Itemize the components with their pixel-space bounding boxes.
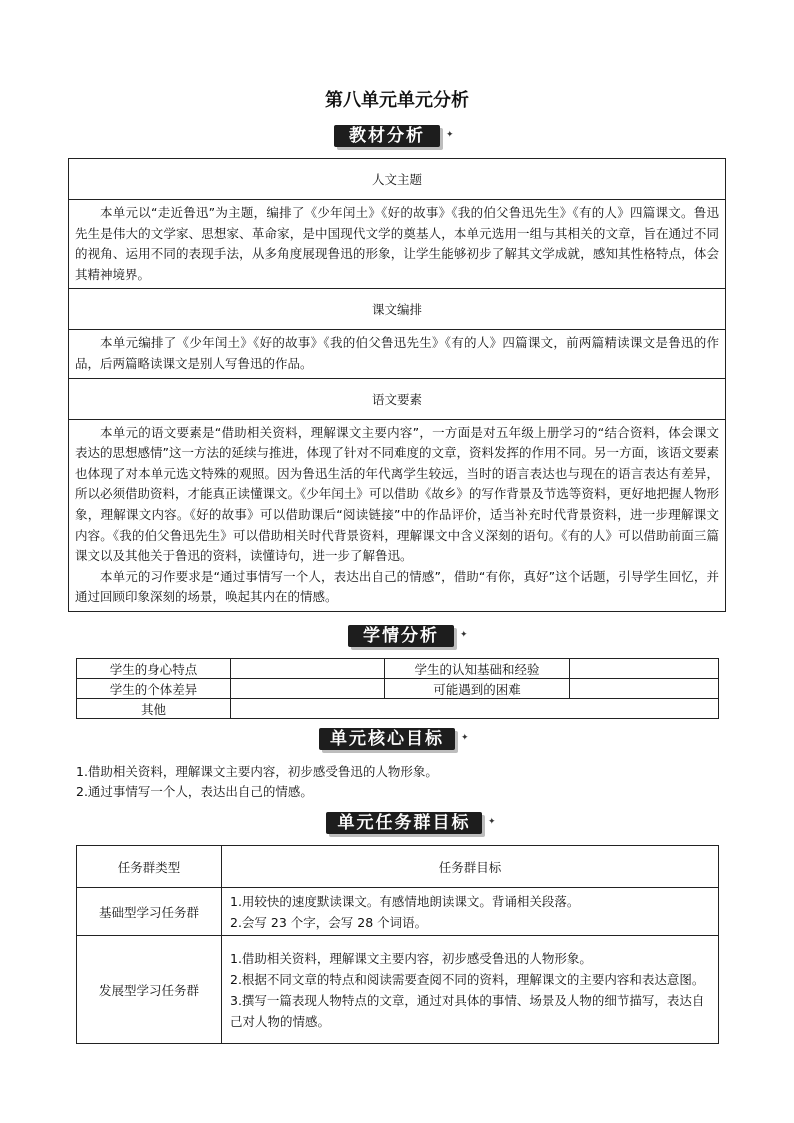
- task-goal-item: 2.会写 23 个字，会写 28 个词语。: [230, 914, 428, 930]
- task-goal-item: 1.用较快的速度默读课文。有感情地朗读课文。背诵相关段落。: [230, 893, 580, 909]
- task-dev-goals: [222, 936, 719, 1044]
- sparkle-icon: ✦: [446, 130, 454, 140]
- student-physical-label: 学生的身心特点: [77, 659, 231, 679]
- student-other-label: 其他: [77, 699, 231, 719]
- student-cognitive-label: 学生的认知基础和经验: [385, 659, 570, 679]
- sparkle-icon: ✦: [460, 630, 468, 640]
- section-title-student: 学情分析: [348, 625, 454, 647]
- sparkle-icon: ✦: [461, 733, 469, 743]
- task-goal-item: 1.借助相关资料，理解课文主要内容，初步感受鲁迅的人物形象。: [230, 950, 592, 966]
- arrange-body: 本单元编排了《少年闰土》《好的故事》《我的伯父鲁迅先生》《有的人》四篇课文，前两篇精读课文是鲁迅的作品，后两篇略读课文是别人写鲁迅的作品。: [69, 330, 726, 378]
- core-goals-list: [76, 762, 438, 802]
- core-goal-item: 2.通过事情写一个人，表达出自己的情感。: [76, 784, 313, 799]
- section-title-textbook: 教材分析: [334, 125, 440, 147]
- task-col-goal-header: 任务群目标: [222, 846, 719, 888]
- task-dev-type: 发展型学习任务群: [77, 936, 222, 1044]
- theme-body: 本单元以“走近鲁迅”为主题，编排了《少年闰土》《好的故事》《我的伯父鲁迅先生》《有的人》四篇课文。鲁迅先生是伟大的文学家、思想家、革命家，是中国现代文学的奠基人，本单元选用一组与其相关的文章，旨在通过不同的视角、运用不同的表现手法，从多角度展现鲁迅的形象，让学生能够初步了解其文学成就，感知其性格特点，体会其精神境界。: [69, 200, 726, 289]
- section-title-core: 单元核心目标: [319, 728, 455, 750]
- textbook-analysis-table: [68, 158, 726, 612]
- task-goal-item: 2.根据不同文章的特点和阅读需要查阅不同的资料，理解课文的主要内容和表达意图。: [230, 971, 705, 987]
- page-title: 第八单元单元分析: [325, 90, 469, 111]
- task-basic-goals: [222, 888, 719, 936]
- student-difference-label: 学生的个体差异: [77, 679, 231, 699]
- core-goal-item: 1.借助相关资料，理解课文主要内容，初步感受鲁迅的人物形象。: [76, 764, 438, 779]
- task-basic-type: 基础型学习任务群: [77, 888, 222, 936]
- student-difference-value[interactable]: [231, 679, 385, 699]
- task-goal-item: 3.撰写一篇表现人物特点的文章，通过对具体的事情、场景及人物的细节描写，表达自己对人物的情感。: [230, 992, 705, 1029]
- elements-paragraph-2: 本单元的习作要求是“通过事情写一个人，表达出自己的情感”，借助“有你，真好”这个话题，引导学生回忆，并通过回顾印象深刻的场景，唤起其内在的情感。: [75, 568, 719, 605]
- theme-header: 人文主题: [69, 159, 726, 200]
- student-difficulty-value[interactable]: [570, 679, 719, 699]
- task-group-table: [76, 845, 719, 1044]
- student-difficulty-label: 可能遇到的困难: [385, 679, 570, 699]
- student-other-value[interactable]: [231, 699, 719, 719]
- task-col-type-header: 任务群类型: [77, 846, 222, 888]
- sparkle-icon: ✦: [488, 817, 496, 827]
- student-physical-value[interactable]: [231, 659, 385, 679]
- elements-header: 语文要素: [69, 378, 726, 419]
- student-cognitive-value[interactable]: [570, 659, 719, 679]
- elements-body: [69, 419, 726, 611]
- student-analysis-table: [76, 658, 719, 719]
- section-title-task: 单元任务群目标: [326, 812, 482, 834]
- elements-paragraph-1: 本单元的语文要素是“借助相关资料，理解课文主要内容”，一方面是对五年级上册学习的“结合资料，体会课文表达的思想感情”这一方法的延续与推进，体现了针对不同难度的文章，资料发挥的作用不同。另一方面，该语文要素也体现了对本单元选文特殊的观照。因为鲁迅生活的年代离学生较远，当时的语言表达也与现在的语言表达有差异，所以必须借助资料，才能真正读懂课文。《少年闰土》可以借助《故乡》的写作背景及节选等资料，更好地把握人物形象，理解课文内容。《好的故事》可以借助课后“阅读链接”中的作品评价，适当补充时代背景资料，进一步理解课文内容。《我的伯父鲁迅先生》可以借助相关时代背景资料，理解课文中含义深刻的语句。《有的人》可以借助前面三篇课文以及其他关于鲁迅的资料，读懂诗句，进一步了解鲁迅。: [75, 424, 719, 564]
- arrange-header: 课文编排: [69, 289, 726, 330]
